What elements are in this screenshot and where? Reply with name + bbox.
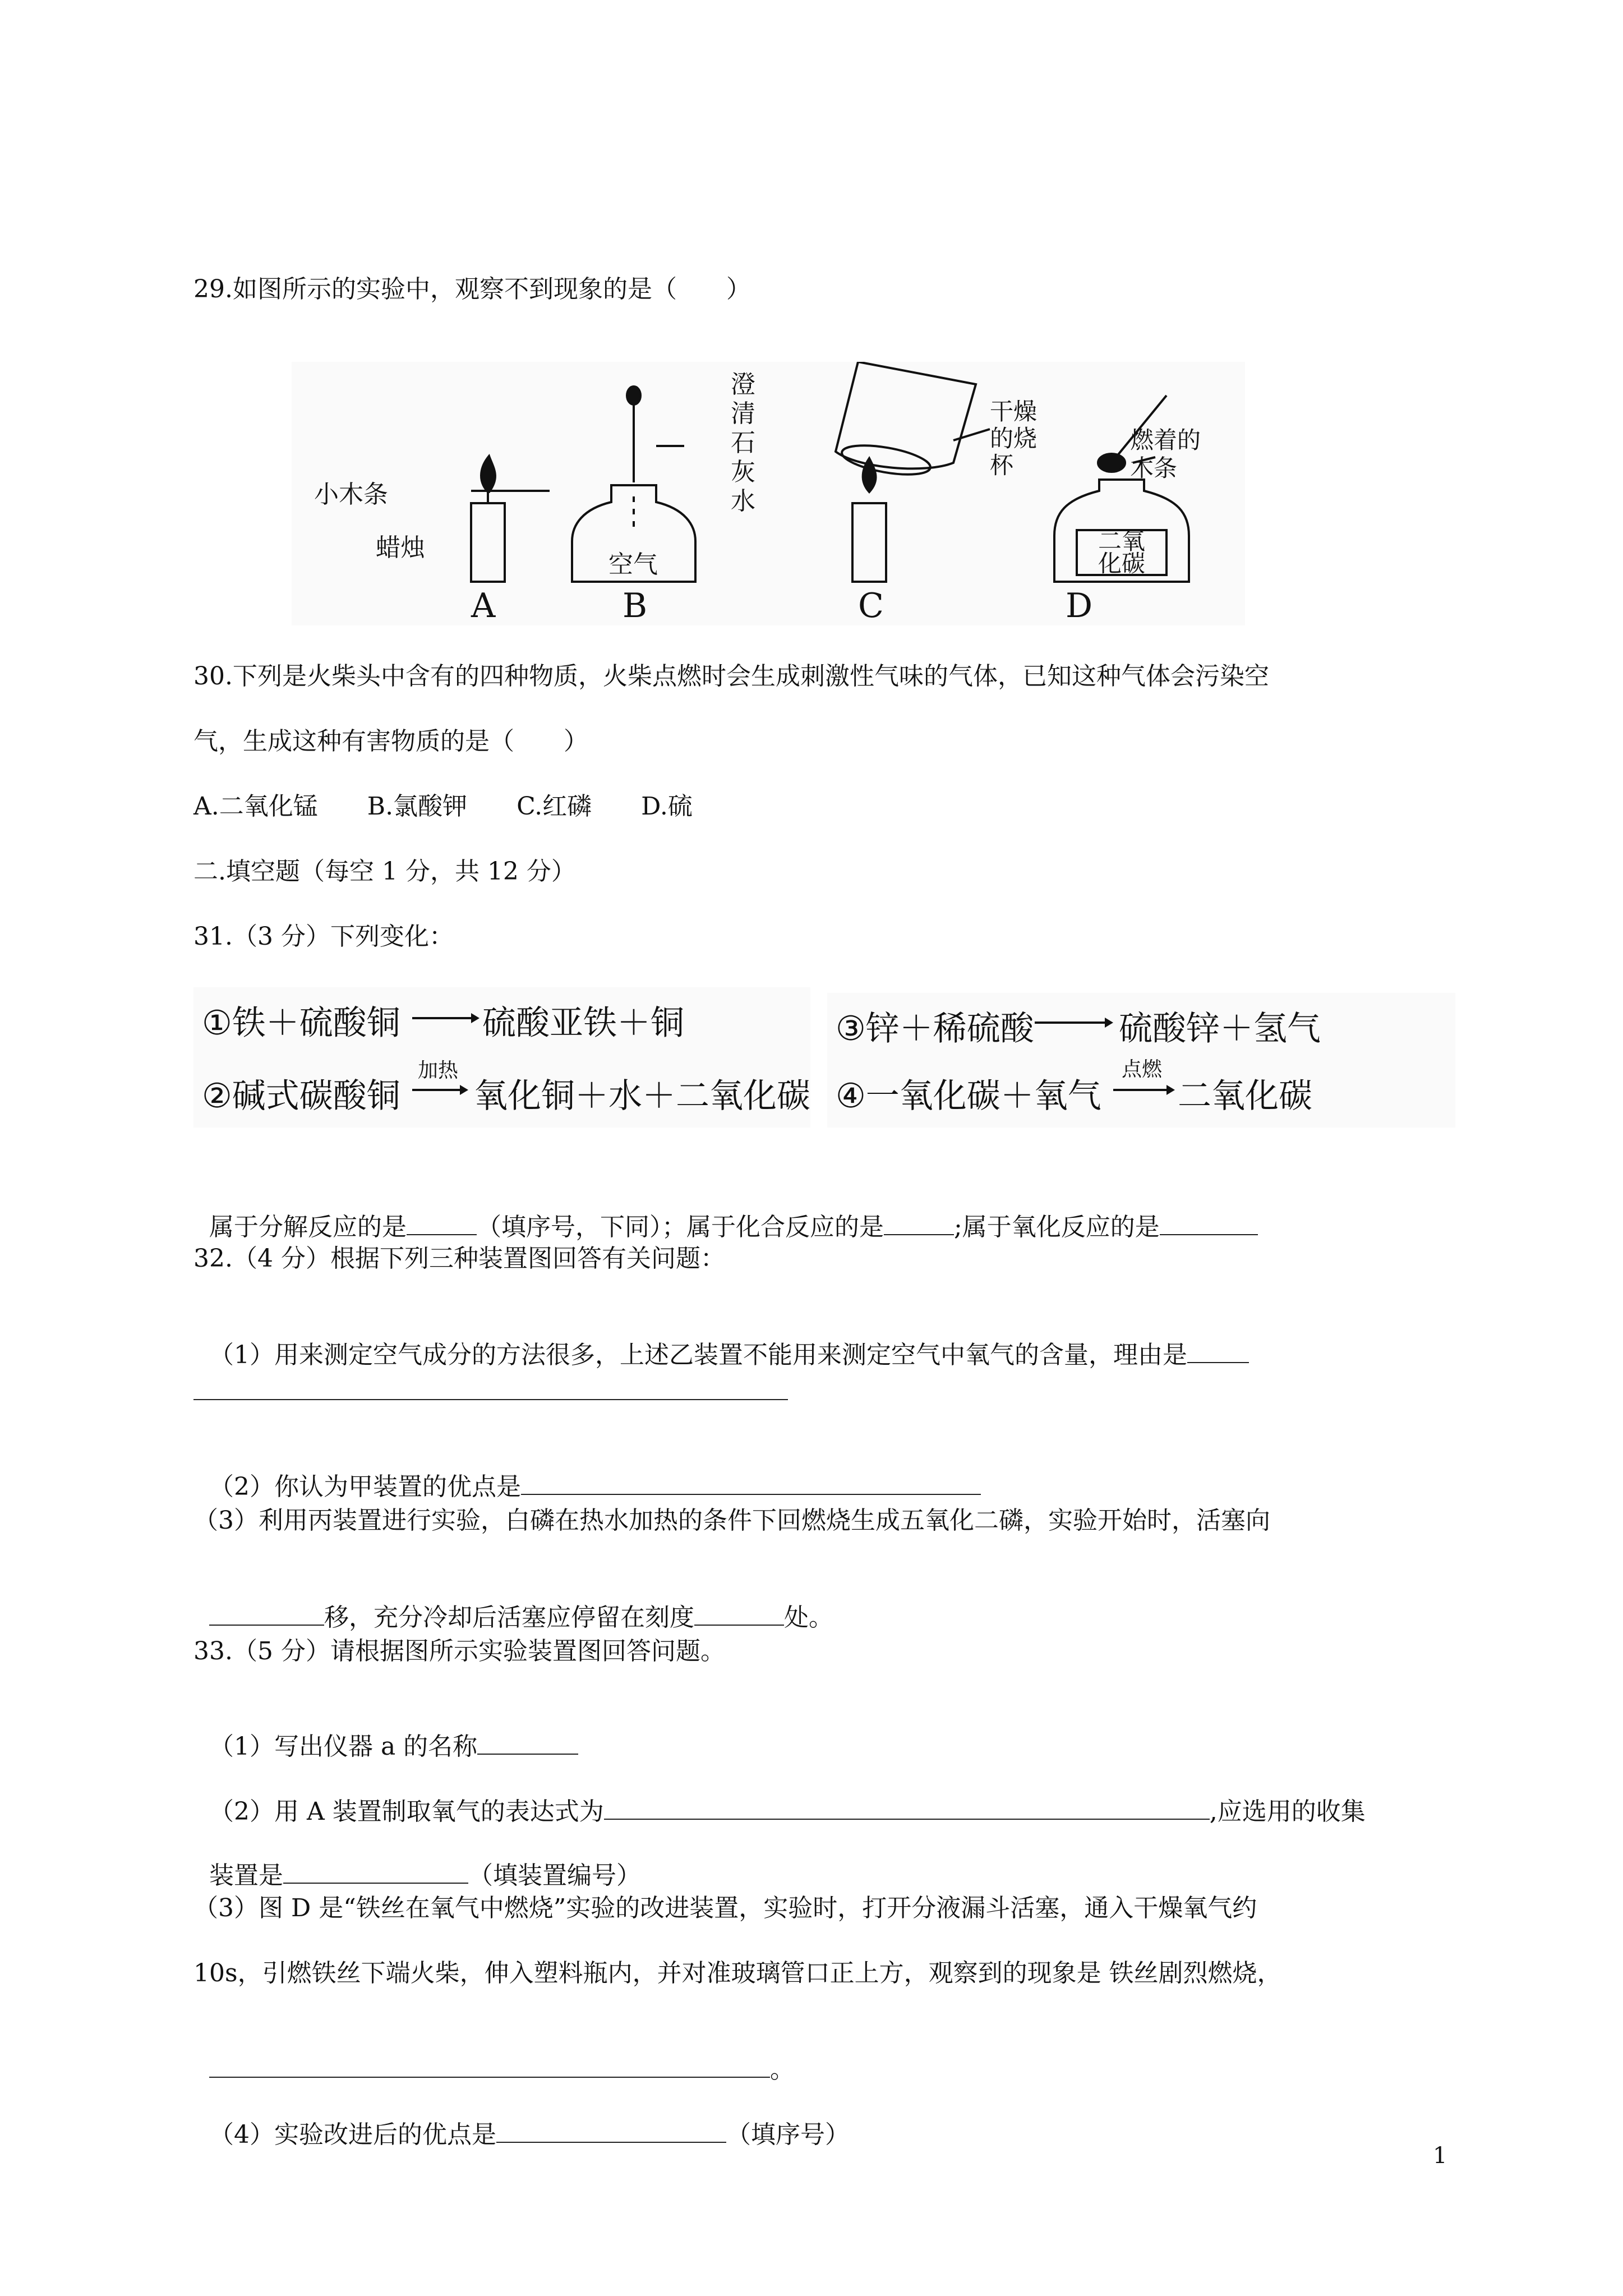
equation-2-right: 氧化铜＋水＋二氧化碳 xyxy=(474,1076,810,1116)
equation-1-right: 硫酸亚铁＋铜 xyxy=(482,1004,684,1043)
q33-part1 xyxy=(193,1700,578,1763)
q32-part3-line1: （3）利用丙装置进行实验，白磷在热水加热的条件下回燃烧生成五氧化二磷，实验开始时，活塞向 xyxy=(193,1506,1270,1535)
equation-1-left: ①铁＋硫酸铜 xyxy=(202,1004,400,1043)
q33-part4-text: （4）实验改进后的优点是 xyxy=(209,2120,496,2149)
q33-part2-line2 xyxy=(193,1829,641,1892)
label-dry-beaker-line: 杯 xyxy=(990,452,1014,479)
q33-part3-end: 。 xyxy=(769,2055,795,2084)
q32-scale-blank[interactable] xyxy=(694,1602,784,1626)
q33-part4-note: （填序号） xyxy=(726,2120,850,2149)
q32-part3-mid: 移，充分冷却后活塞应停留在刻度 xyxy=(324,1603,694,1632)
q33-part4 xyxy=(193,2088,850,2151)
letter-b: B xyxy=(623,586,648,625)
q33-part2-line1 xyxy=(193,1765,1366,1828)
letter-c: C xyxy=(858,586,884,625)
q30-options: A.二氧化锰 B.氯酸钾 C.红磷 D.硫 xyxy=(193,792,693,821)
label-burning-stick-line: 燃着的 xyxy=(1130,426,1201,454)
label-limewater-char: 石 xyxy=(731,429,755,457)
label-small-stick: 小木条 xyxy=(314,480,388,509)
q29-figure xyxy=(292,362,1245,625)
label-limewater-char: 澄 xyxy=(731,370,755,399)
label-dry-beaker-line: 的烧 xyxy=(990,425,1038,452)
section2-title: 二.填空题（每空 1 分，共 12 分） xyxy=(193,857,576,886)
equation-3-left: ③锌＋稀硫酸 xyxy=(836,1009,1034,1048)
q33-instrument-blank[interactable] xyxy=(477,1731,578,1755)
label-burning-stick xyxy=(1130,426,1201,482)
q31-combination-label: （填序号，下同）；属于化合反应的是 xyxy=(476,1213,884,1241)
q31-oxidation-label: ;属于氧化反应的是 xyxy=(953,1213,1160,1241)
q29-figure-drawing xyxy=(292,362,1245,625)
q31-question-line xyxy=(193,1180,1258,1243)
q32-part1 xyxy=(193,1308,1249,1371)
q32-part1-text: （1）用来测定空气成分的方法很多，上述乙装置不能用来测定空气中氧气的含量，理由是 xyxy=(209,1341,1187,1369)
equation-2-arrow xyxy=(412,1082,468,1098)
q33-part1-text: （1）写出仪器 a 的名称 xyxy=(209,1732,478,1761)
apparatus-c xyxy=(836,362,990,582)
q32-part3-line2 xyxy=(193,1571,833,1634)
q33-part2-note: （填装置编号） xyxy=(468,1861,641,1890)
label-co2-line: 二氧 xyxy=(1098,527,1145,555)
q32-part3-end: 处。 xyxy=(783,1603,833,1632)
equation-4-arrow xyxy=(1113,1082,1175,1098)
q33-part2-tail: ,应选用的收集 xyxy=(1209,1797,1366,1826)
equation-2-left: ②碱式碳酸铜 xyxy=(202,1076,400,1116)
label-air: 空气 xyxy=(608,550,658,579)
label-co2 xyxy=(1088,527,1155,577)
q30-line1: 30.下列是火柴头中含有的四种物质，火柴点燃时会生成刺激性气味的气体，已知这种气体会污染空 xyxy=(193,662,1269,691)
q32-title: 32.（4 分）根据下列三种装置图回答有关问题： xyxy=(193,1244,725,1273)
q33-part3-line3 xyxy=(193,2023,795,2086)
q33-part3-line1: （3）图 D 是“铁丝在氧气中燃烧”实验的改进装置，实验时，打开分液漏斗活塞，通入干燥氧气约 xyxy=(193,1894,1257,1922)
q32-part1-blank[interactable] xyxy=(1187,1340,1249,1363)
label-limewater xyxy=(729,370,757,516)
q33-part3-line2: 10s，引燃铁丝下端火柴，伸入塑料瓶内，并对准玻璃管口正上方，观察到的现象是 铁丝剧烈燃烧， xyxy=(193,1959,1282,1987)
label-dry-beaker-line: 干燥 xyxy=(990,398,1038,425)
q31-oxidation-blank[interactable] xyxy=(1160,1212,1258,1235)
q30-line2: 气，生成这种有害物质的是（ ） xyxy=(193,727,588,756)
q32-direction-blank[interactable] xyxy=(209,1602,324,1626)
letter-d: D xyxy=(1066,586,1093,625)
label-co2-line: 化碳 xyxy=(1098,550,1145,577)
label-limewater-char: 灰 xyxy=(731,458,755,486)
label-limewater-char: 水 xyxy=(731,487,755,516)
q33-phenomenon-blank[interactable] xyxy=(209,2054,770,2078)
label-dry-beaker xyxy=(990,398,1037,479)
q33-collect-blank[interactable] xyxy=(283,1860,468,1884)
equation-1-arrow xyxy=(412,1010,479,1027)
q32-part2 xyxy=(193,1440,981,1503)
equation-3-arrow xyxy=(1035,1014,1113,1031)
q32-part1-blank-line2[interactable] xyxy=(193,1399,788,1400)
q31-decomposition-label: 属于分解反应的是 xyxy=(209,1213,407,1241)
q31-decomposition-blank[interactable] xyxy=(407,1212,477,1235)
equation-4-condition: 点燃 xyxy=(1122,1058,1163,1081)
q31-title: 31.（3 分）下列变化： xyxy=(193,922,454,951)
q33-expression-blank[interactable] xyxy=(604,1796,1210,1820)
equation-3-right: 硫酸锌＋氢气 xyxy=(1119,1009,1321,1048)
q33-part2-collect: 装置是 xyxy=(209,1861,283,1890)
apparatus-a xyxy=(471,456,550,582)
q32-part2-text: （2）你认为甲装置的优点是 xyxy=(209,1473,521,1501)
label-candle: 蜡烛 xyxy=(376,533,425,562)
q33-advantage-blank[interactable] xyxy=(496,2119,726,2143)
q32-part2-blank[interactable] xyxy=(521,1471,981,1495)
q31-combination-blank[interactable] xyxy=(884,1212,954,1235)
label-limewater-char: 清 xyxy=(731,399,755,428)
page-number: 1 xyxy=(1433,2143,1447,2169)
equation-4-right: 二氧化碳 xyxy=(1178,1076,1312,1116)
q33-part2-text: （2）用 A 装置制取氧气的表达式为 xyxy=(209,1797,604,1826)
q29-text: 29.如图所示的实验中，观察不到现象的是（ ） xyxy=(193,275,751,303)
label-burning-stick-line: 木条 xyxy=(1130,454,1178,482)
equation-2-condition: 加热 xyxy=(418,1059,459,1082)
q33-title: 33.（5 分）请根据图所示实验装置图回答问题。 xyxy=(193,1637,725,1665)
letter-a: A xyxy=(471,586,496,625)
equation-4-left: ④一氧化碳＋氧气 xyxy=(836,1076,1101,1116)
